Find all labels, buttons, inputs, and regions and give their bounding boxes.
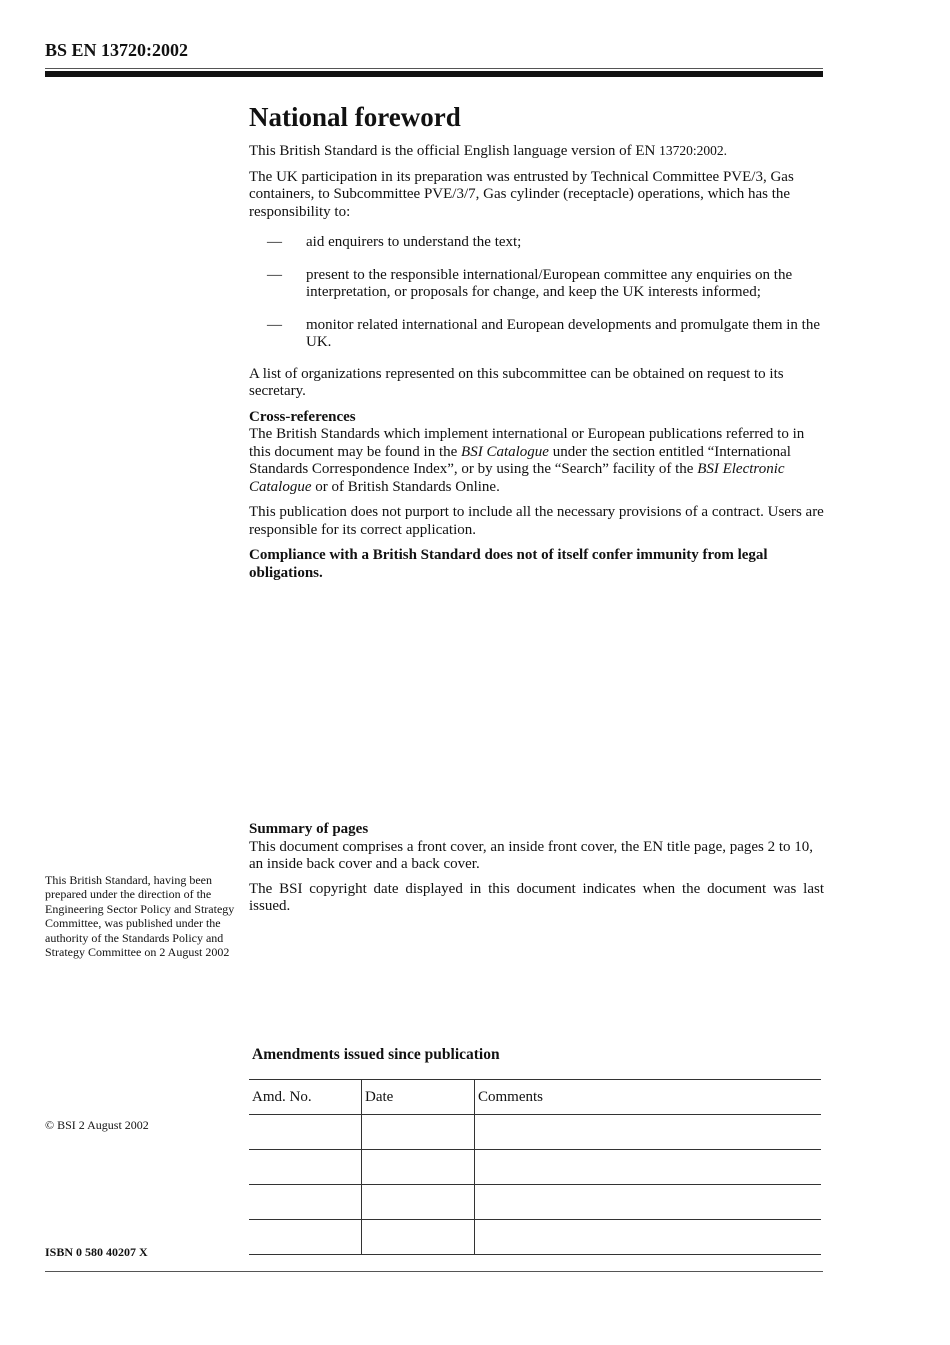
list-item-text: present to the responsible international/European committee any enquiries on the interpretation, or proposals for change, and keep the UK interests informed;: [306, 266, 793, 300]
list-item: [249, 317, 824, 352]
dash-marker: —: [267, 316, 282, 333]
page-title: National foreword: [249, 102, 461, 132]
cross-references-paragraph: [249, 426, 824, 496]
column-header-comments: Comments: [475, 1080, 822, 1115]
table-cell: [475, 1150, 822, 1185]
table-cell: [249, 1115, 362, 1150]
bsi-electronic-catalogue-title: BSI Electronic Catalogue: [249, 461, 785, 495]
summary-of-pages-section: [249, 821, 824, 923]
organizations-paragraph: A list of organizations represented on this subcommittee can be obtained on request to its secretary.: [249, 365, 784, 399]
dash-marker: —: [267, 266, 282, 283]
provisions-paragraph: This publication does not purport to include all the necessary provisions of a contract. Users are responsible for its correct application.: [249, 504, 824, 538]
list-item: [249, 234, 824, 252]
table-cell: [362, 1115, 475, 1150]
summary-pages-paragraph: This document comprises a front cover, an inside front cover, the EN title page, pages 2 to 10, an inside back cover and a back cover.: [249, 838, 814, 872]
participation-paragraph: The UK participation in its preparation was entrusted by Technical Committee PVE/3, Gas containers, to Subcommittee PVE/3/7, Gas cylinder (receptacle) operations, which has the responsibility to:: [249, 168, 794, 220]
table-row: [249, 1185, 821, 1220]
summary-heading: Summary of pages: [249, 821, 369, 837]
column-header-amd-no: Amd. No.: [249, 1080, 362, 1115]
footer-rule: [45, 1271, 823, 1272]
copyright-date-paragraph: The BSI copyright date displayed in this document indicates when the document was last issued.: [249, 880, 824, 914]
table-cell: [475, 1115, 822, 1150]
intro-standard-number: 13720:2002.: [659, 143, 727, 158]
amendments-table: [249, 1079, 821, 1255]
national-foreword-section: [249, 100, 824, 590]
copyright-notice: © BSI 2 August 2002: [45, 1118, 149, 1132]
column-header-date: Date: [362, 1080, 475, 1115]
cross-references-heading: Cross-references: [249, 408, 356, 425]
table-cell: [362, 1185, 475, 1220]
compliance-statement: Compliance with a British Standard does not of itself confer immunity from legal obligations.: [249, 547, 768, 581]
table-row: [249, 1220, 821, 1255]
list-item-text: aid enquirers to understand the text;: [306, 234, 522, 250]
crossref-text: or of British Standards Online.: [311, 478, 500, 495]
crossref-text: The British Standards which implement international or European publications referred to in this document may be found in the: [249, 426, 805, 460]
crossref-text: under the section entitled “International Standards Correspondence Index”, or by using the “Search” facility of the: [249, 443, 791, 477]
table-header-row: [249, 1080, 821, 1115]
amendments-title: Amendments issued since publication: [252, 1046, 500, 1063]
table-cell: [249, 1185, 362, 1220]
table-cell: [249, 1220, 362, 1255]
table-row: [249, 1150, 821, 1185]
isbn: ISBN 0 580 40207 X: [45, 1245, 148, 1259]
intro-text: This British Standard is the official English language version of EN: [249, 143, 660, 159]
table-cell: [362, 1150, 475, 1185]
table-row: [249, 1115, 821, 1150]
table-cell: [362, 1220, 475, 1255]
header-rule-thick: [45, 71, 823, 77]
responsibility-list: [249, 234, 824, 352]
publication-note: This British Standard, having been prepared under the direction of the Engineering Sector Policy and Strategy Committee, was published under the authority of the Standards Policy and Strategy Committee on 2 August 2002: [45, 873, 235, 960]
list-item-text: monitor related international and European developments and promulgate them in the UK.: [306, 316, 821, 350]
header-rule-thin: [45, 68, 823, 69]
table-cell: [475, 1220, 822, 1255]
intro-paragraph: [249, 142, 824, 161]
table-cell: [249, 1150, 362, 1185]
table-cell: [475, 1185, 822, 1220]
bsi-catalogue-title: BSI Catalogue: [461, 443, 549, 460]
dash-marker: —: [267, 234, 282, 250]
list-item: [249, 267, 824, 302]
document-code: BS EN 13720:2002: [45, 40, 189, 60]
